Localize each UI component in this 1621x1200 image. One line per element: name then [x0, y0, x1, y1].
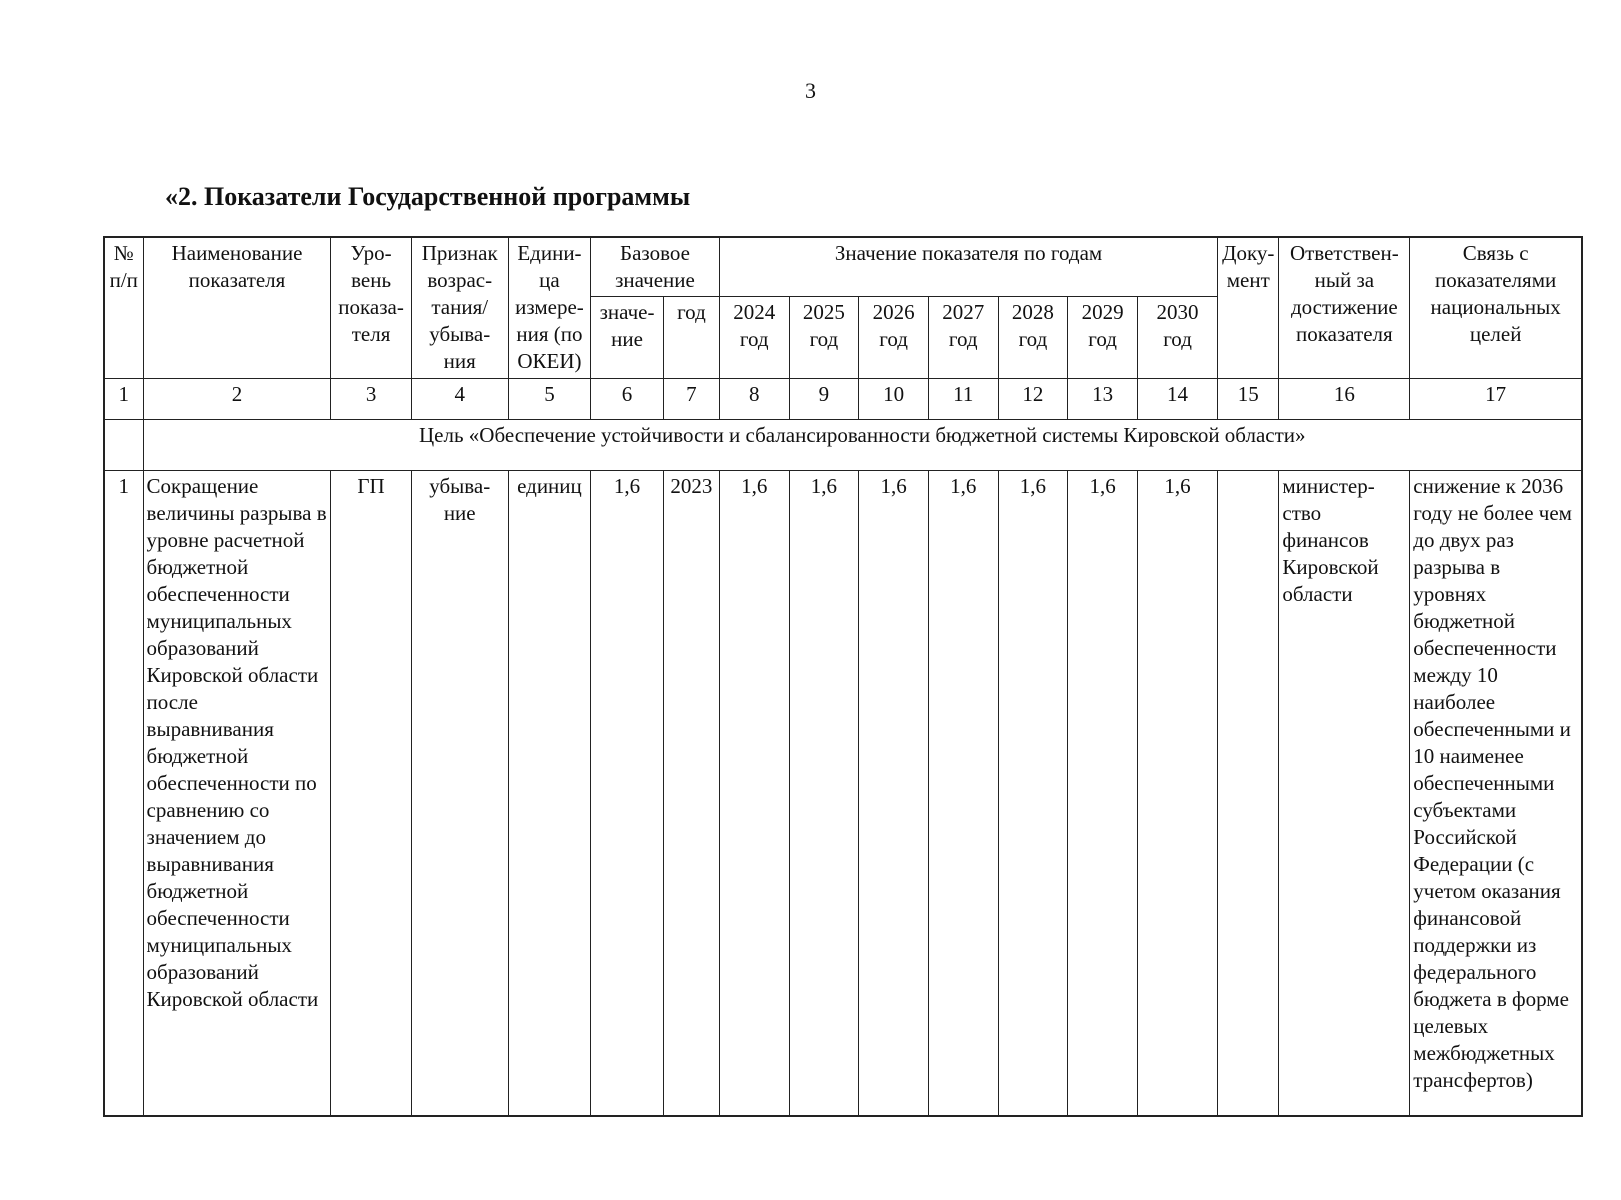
row-value-2027: 1,6 [928, 471, 998, 1117]
header-base-group: Базовое значение [591, 237, 720, 297]
header-level: Уро-вень показа-теля [331, 237, 411, 379]
column-number: 13 [1068, 379, 1138, 420]
header-year-2025: 2025 год [789, 297, 859, 379]
goal-row [104, 420, 1582, 471]
row-value-2025: 1,6 [789, 471, 859, 1117]
header-document: Доку-мент [1218, 237, 1279, 379]
column-number: 3 [331, 379, 411, 420]
column-number: 1 [104, 379, 143, 420]
column-number: 12 [998, 379, 1068, 420]
row-num: 1 [104, 471, 143, 1117]
goal-text: Цель «Обеспечение устойчивости и сбалансированности бюджетной системы Кировской области» [143, 420, 1582, 471]
column-number: 11 [928, 379, 998, 420]
row-value-2026: 1,6 [859, 471, 929, 1117]
column-number: 10 [859, 379, 929, 420]
column-number: 9 [789, 379, 859, 420]
header-num: № п/п [104, 237, 143, 379]
table-row [104, 471, 1582, 1117]
row-name: Сокращение величины разрыва в уровне расчетной бюджетной обеспеченности муниципальных образований Кировской области после выравнивания бюджетной обеспеченности по сравнению со значением до выравнивания бюджетной обеспеченности муниципальных образований Кировской области [143, 471, 331, 1117]
header-row-1 [104, 237, 1582, 297]
column-numbers-row [104, 379, 1582, 420]
header-national-goals: Связь с показателями национальных целей [1410, 237, 1582, 379]
column-number: 17 [1410, 379, 1582, 420]
header-years-group: Значение показателя по годам [719, 237, 1217, 297]
header-year-2028: 2028 год [998, 297, 1068, 379]
header-year-2026: 2026 год [859, 297, 929, 379]
column-number: 4 [411, 379, 508, 420]
header-unit: Едини-ца измере-ния (по ОКЕИ) [508, 237, 590, 379]
section-title: «2. Показатели Государственной программы [165, 182, 691, 211]
row-national-goals: снижение к 2036 году не более чем до двух раз разрыва в уровнях бюджетной обеспеченности между 10 наиболее обеспеченными и 10 наименее обеспеченными субъектами Российской Федерации (с учетом оказания финансовой поддержки из федерального бюджета в форме целевых межбюджетных трансфертов) [1410, 471, 1582, 1117]
column-number: 15 [1218, 379, 1279, 420]
column-number: 16 [1279, 379, 1410, 420]
row-document [1218, 471, 1279, 1117]
header-trend: Признак возрас-тания/ убыва-ния [411, 237, 508, 379]
page-number: 3 [805, 78, 816, 103]
header-base-year: год [663, 297, 719, 379]
row-value-2024: 1,6 [719, 471, 789, 1117]
column-number: 6 [591, 379, 664, 420]
goal-empty-cell [104, 420, 143, 471]
column-number: 5 [508, 379, 590, 420]
column-number: 7 [663, 379, 719, 420]
row-value-2029: 1,6 [1068, 471, 1138, 1117]
header-year-2027: 2027 год [928, 297, 998, 379]
column-number: 8 [719, 379, 789, 420]
row-level: ГП [331, 471, 411, 1117]
indicators-table [103, 236, 1583, 1117]
column-number: 14 [1137, 379, 1217, 420]
column-number: 2 [143, 379, 331, 420]
row-base-value: 1,6 [591, 471, 664, 1117]
row-value-2030: 1,6 [1137, 471, 1217, 1117]
header-name: Наименование показателя [143, 237, 331, 379]
row-base-year: 2023 [663, 471, 719, 1117]
row-unit: единиц [508, 471, 590, 1117]
header-year-2030: 2030 год [1137, 297, 1217, 379]
row-trend: убыва-ние [411, 471, 508, 1117]
header-responsible: Ответствен-ный за достижение показателя [1279, 237, 1410, 379]
row-responsible: министер-ство финансов Кировской области [1279, 471, 1410, 1117]
row-value-2028: 1,6 [998, 471, 1068, 1117]
header-base-value: значе-ние [591, 297, 664, 379]
header-year-2024: 2024 год [719, 297, 789, 379]
header-year-2029: 2029 год [1068, 297, 1138, 379]
